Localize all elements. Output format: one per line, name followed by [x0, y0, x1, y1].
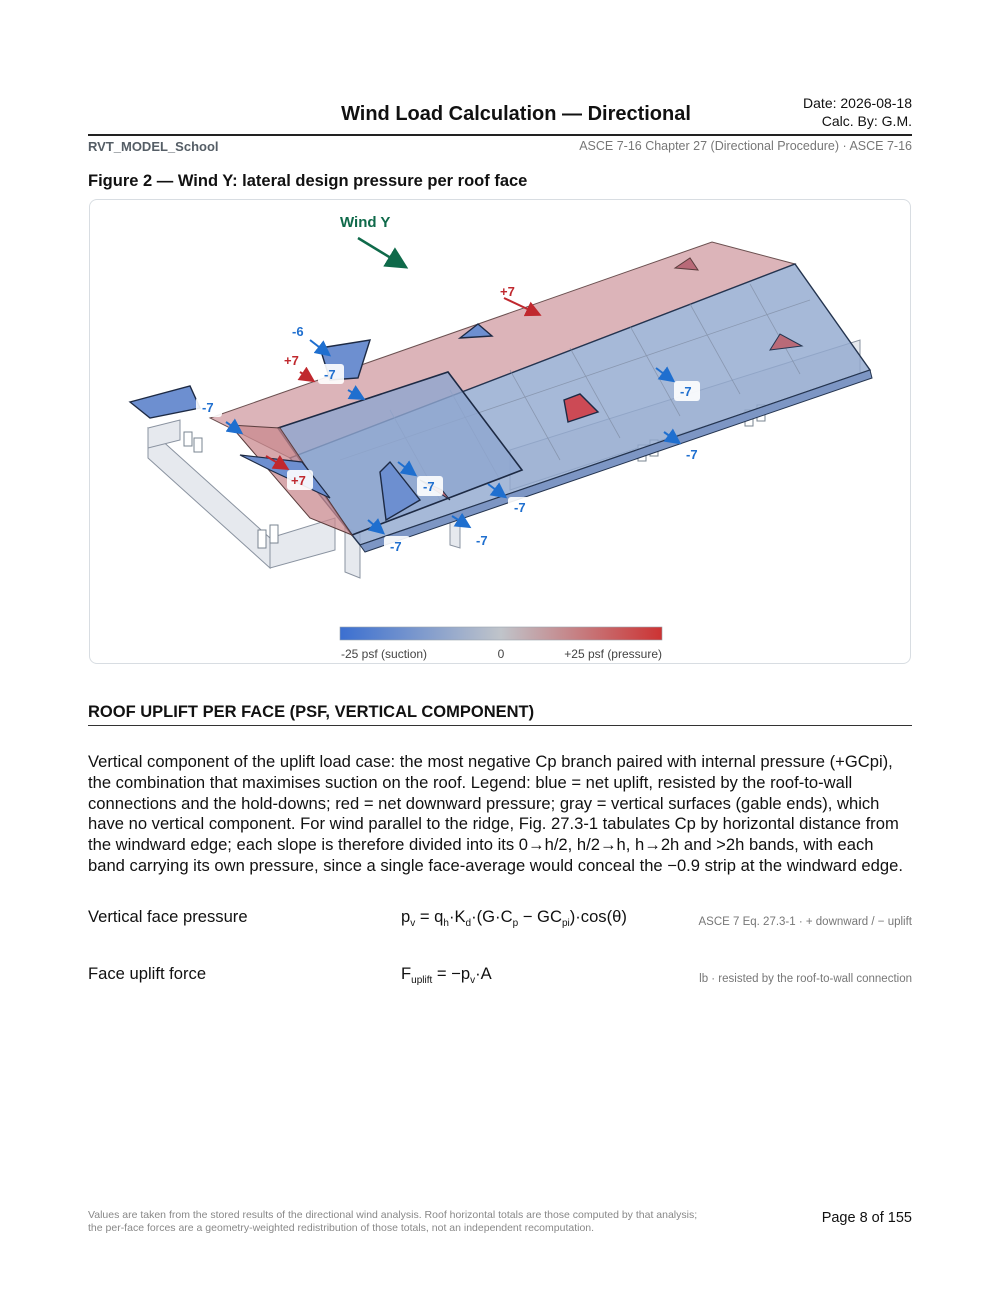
section-divider [88, 725, 912, 726]
wind-direction-arrow [358, 238, 404, 266]
section-heading: ROOF UPLIFT PER FACE (PSF, VERTICAL COMPONENT) [88, 703, 535, 721]
page-number: Page 8 of 155 [821, 1210, 912, 1226]
equation-formula: $p_v = q_h\cdot K_d\cdot(G\cdot C_p - GC_{pi})\cdot\cos(\theta)$ [401, 907, 627, 929]
dormer-2 [130, 386, 200, 418]
equation-formula: $F_{uplift} = -p_v\cdot A$ [401, 964, 492, 986]
color-legend [340, 627, 662, 661]
pressure-label: -7 [202, 400, 214, 415]
figure-caption: Figure 2 — Wind Y: lateral design pressure per roof face [88, 172, 528, 190]
equation-label: Face uplift force [88, 964, 207, 983]
legend-max-label: +25 psf (pressure) [564, 647, 662, 661]
pressure-label: -7 [514, 500, 526, 515]
pressure-label: -6 [292, 324, 304, 339]
pressure-label: -7 [423, 479, 435, 494]
footer-note: Values are taken from the stored results of the directional wind analysis. Roof horizontal totals are those computed by that analysis; the per-face forces are a geometry-weighted redistribution of those totals, not an independent recomputation. [88, 1209, 698, 1234]
page-title: Wind Load Calculation — Directional [341, 103, 691, 125]
header-divider [88, 134, 912, 136]
legend-zero-label: 0 [497, 647, 505, 661]
standard-reference: ASCE 7-16 Chapter 27 (Directional Procedure) · ASCE 7-16 [579, 139, 912, 153]
pressure-label: +7 [500, 284, 515, 299]
legend-min-label: -25 psf (suction) [341, 647, 428, 661]
wind-direction-label: Wind Y [340, 214, 391, 231]
model-name: RVT_MODEL_School [88, 139, 219, 154]
pressure-label: -7 [324, 367, 336, 382]
pressure-label: -7 [686, 447, 698, 462]
equation-note: lb · resisted by the roof-to-wall connection [699, 973, 912, 985]
figure-panel [89, 199, 911, 664]
section-paragraph: Vertical component of the uplift load case: the most negative Cp branch paired with internal pressure (+GCpi), the combination that maximises suction on the roof. Legend: blue = net uplift, resisted by the roof-to-wall connections and the hold-downs; red = net downward pressure; gray = vertical surfaces (gable ends), which have no vertical component. For wind parallel to the ridge, Fig. 27.3-1 tabulates Cp by horizontal distance from the windward edge; each slope is therefore divided into its 0→h/2, h/2→h, h→2h and >2h bands, with each band carrying its own pressure, since a single face-average would conceal the −0.9 strip at the windward edge. [88, 752, 903, 875]
pressure-label: -7 [680, 384, 692, 399]
pressure-label: -7 [390, 539, 402, 554]
pressure-label: +7 [291, 473, 306, 488]
report-date: Date: 2026-08-18 [803, 95, 912, 111]
calc-by: Calc. By: G.M. [821, 113, 912, 129]
pressure-label: +7 [284, 353, 299, 368]
equation-label: Vertical face pressure [88, 907, 248, 926]
legend-colorbar [340, 627, 662, 640]
pressure-label: -7 [476, 533, 488, 548]
building-3d-view [90, 200, 911, 664]
equation-note: ASCE 7 Eq. 27.3-1 · + downward / − uplift [698, 916, 912, 928]
